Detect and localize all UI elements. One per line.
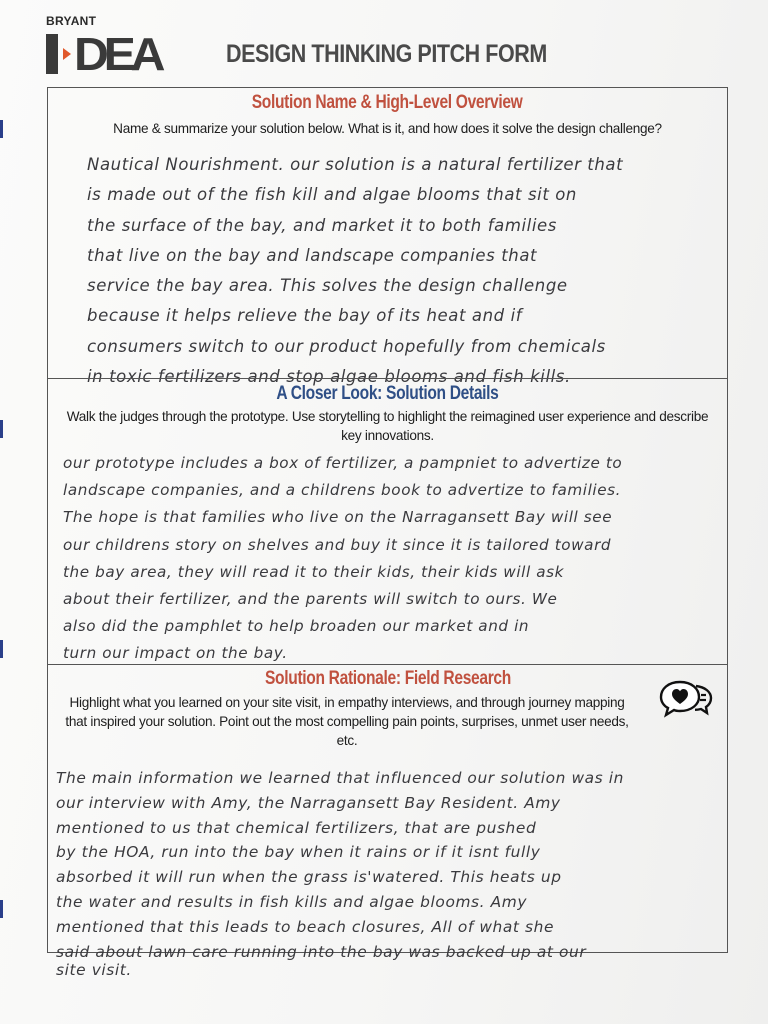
binder-mark [0,900,3,918]
logo-brand-small: BRYANT [46,14,97,28]
handwritten-line: mentioned that this leads to beach closures, All of what she [56,917,555,936]
handwritten-line: Nautical Nourishment. our solution is a natural fertilizer that [87,155,624,174]
section-divider [48,664,727,665]
handwritten-line: mentioned to us that chemical fertilizers, that are pushed [56,818,537,837]
section-details-handwriting [63,450,622,668]
logo-mark [46,28,161,80]
handwritten-line: in toxic fertilizers and stop algae blooms and fish kills. [87,367,571,387]
handwritten-line: said about lawn care running into the bay was backed up at our [56,942,587,961]
handwritten-line: also did the pamphlet to help broaden our market and in [63,617,530,636]
handwritten-line: our childrens story on shelves and buy it since it is tailored toward [63,535,612,554]
section-details-title-text: A Closer Look: Solution Details [276,383,499,404]
section-details-title [48,383,727,405]
handwritten-line: the water and results in fish kills and algae blooms. Amy [56,892,528,911]
bryant-idea-logo [46,14,176,78]
handwritten-line: the bay area, they will read it to their kids, their kids will ask [63,562,565,581]
binder-mark [0,420,3,438]
logo-i-bar [46,34,58,74]
handwritten-line: consumers switch to our product hopefully from chemicals [87,336,606,356]
pitch-form-frame [47,87,728,980]
binder-mark [0,640,3,658]
handwritten-line: service the bay area. This solves the design challenge [87,276,568,296]
chat-heart-icon [658,678,714,718]
section-rationale-title [48,668,727,690]
section-details-instructions: Walk the judges through the prototype. Use storytelling to highlight the reimagined user experience and describe key innovations. [66,409,709,443]
handwritten-line: site visit. [56,961,132,980]
handwritten-line: is made out of the fish kill and algae blooms that sit on [87,185,577,205]
handwritten-line: because it helps relieve the bay of its heat and if [87,306,523,326]
binder-mark [0,120,3,138]
handwritten-line: our prototype includes a box of fertilizer, a pampniet to advertize to [63,454,623,472]
handwritten-line: The main information we learned that influenced our solution was in [56,769,625,787]
handwritten-line: landscape companies, and a childrens book to advertize to families. [63,481,622,500]
section-overview-title [48,92,727,114]
handwritten-line: The hope is that families who live on the Narragansett Bay will see [63,508,613,527]
handwritten-line: absorbed it will run when the grass is'watered. This heats up [56,868,562,887]
handwritten-line: by the HOA, run into the bay when it rains or if it isnt fully [56,843,541,862]
handwritten-line: about their fertilizer, and the parents will switch to ours. We [63,590,558,609]
section-rationale-instructions: Highlight what you learned on your site visit, in empathy interviews, and through journey mapping that inspired your solution. Point out the most compelling pain points, surprises, unmet user needs, etc. [65,695,629,748]
logo-letters: DEA [74,28,161,80]
section-rationale-handwriting [56,766,624,983]
section-rationale-title-text: Solution Rationale: Field Research [264,668,511,689]
form-title: DESIGN THINKING PITCH FORM [226,40,547,68]
section-divider [48,378,727,379]
section-overview-handwriting [87,150,623,392]
handwritten-line: that live on the bay and landscape companies that [87,245,538,265]
section-overview-title-text: Solution Name & High-Level Overview [252,92,523,113]
handwritten-line: our interview with Amy, the Narragansett Bay Resident. Amy [56,793,561,812]
section-overview-instructions: Name & summarize your solution below. What is it, and how does it solve the design challenge? [113,121,662,136]
logo-triangle-icon [63,48,71,60]
handwritten-line: turn our impact on the bay. [63,644,288,663]
handwritten-line: the surface of the bay, and market it to both families [87,215,557,235]
